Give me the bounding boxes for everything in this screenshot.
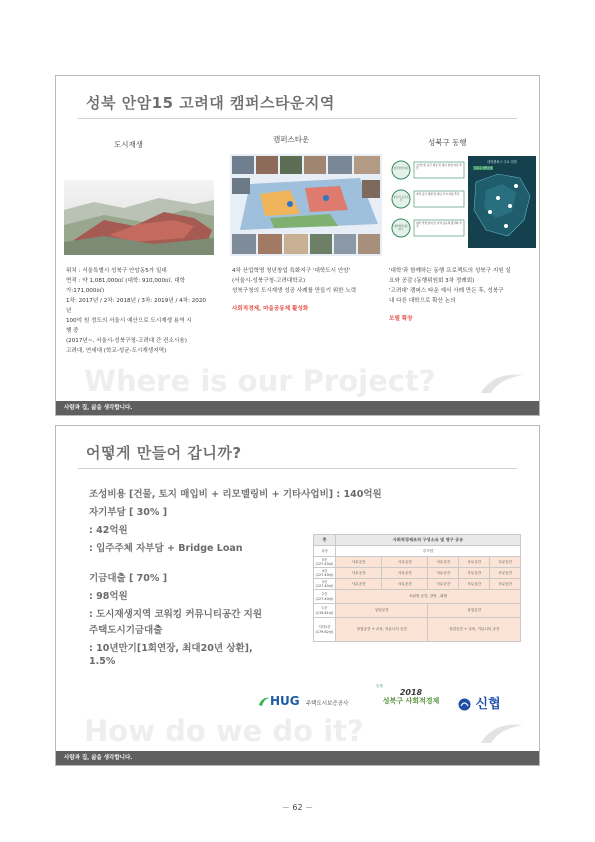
floor-area: (127.40㎡) — [315, 573, 334, 577]
logo-year: 2018 — [399, 688, 423, 697]
self-funding-source: : 입주주체 자부담 + Bridge Loan — [89, 543, 243, 554]
text-line: 년 — [66, 308, 72, 314]
floor-label — [314, 604, 336, 618]
table-header: 층 — [314, 535, 336, 546]
table-row — [314, 579, 521, 590]
slide-title: 성북 안암15 고려대 캠퍼스타운지역 — [86, 94, 335, 112]
floor-use: 상업공간 — [428, 604, 521, 618]
title-rule — [78, 118, 517, 119]
floor-area: (127.40㎡) — [315, 584, 334, 588]
text-line: 100억 원 정도의 서울시 예산으로 도시재생 용역 시 — [66, 318, 192, 324]
room-cell: 사무공간 — [428, 568, 459, 579]
footer-bar: 사람과 집, 삶을 생각합니다. — [56, 401, 539, 415]
room-cell: 사무공간 — [490, 557, 521, 568]
room-cell: 사무공간 — [382, 557, 428, 568]
floor-name: 지하1층 — [318, 625, 331, 630]
page-number: － 62 － — [281, 803, 314, 812]
cost-summary: 조성비용 [건물, 토지 매입비 + 리모델링비 + 기타사업비] : 140억원 — [89, 489, 382, 500]
floor-label — [314, 579, 336, 590]
floor-use: 상업공간 + 교육, 커뮤니티 공간 — [428, 618, 521, 642]
floor-label — [314, 618, 336, 642]
floor-area: (127.40㎡) — [315, 596, 334, 601]
footer-bar: 사람과 집, 삶을 생각합니다. — [56, 751, 539, 765]
hug-logo-text: HUG — [270, 694, 300, 708]
campus-collage — [230, 154, 382, 256]
room-cell: 사무공간 — [490, 568, 521, 579]
table-header: 사회적경제조직 구성소유 및 영구 공유 — [336, 535, 521, 546]
spacer — [232, 296, 382, 304]
room-cell: 사무공간 — [428, 579, 459, 590]
swoosh-logo-icon — [479, 721, 525, 747]
spacer — [389, 306, 539, 314]
map-badge: 성북구 대학소개 — [474, 167, 493, 170]
slide-project-location — [55, 75, 540, 416]
hug-logo-subtext: 주택도시보증공사 — [305, 701, 349, 707]
diagram-circle-label: 대학협력네트워크 — [393, 225, 409, 231]
aerial-photo — [64, 180, 214, 255]
hug-swoosh-icon — [258, 696, 270, 708]
floor-label — [314, 557, 336, 568]
room-cell: 사무공간 — [336, 568, 382, 579]
shinhyup-emblem-icon — [458, 698, 471, 711]
diagram-circle-label: 청년창업지원 — [393, 167, 409, 170]
table-row — [314, 557, 521, 568]
floor-use: 코워킹 공간, 강당 , 회합 — [336, 590, 521, 604]
room-cell: 사무공간 — [336, 579, 382, 590]
room-cell: 사무공간 — [459, 579, 490, 590]
column2-text — [232, 266, 382, 314]
text-line: 내 다른 대학으로 확산 논의 — [389, 298, 456, 304]
floor-label — [314, 568, 336, 579]
floor-name: 2층 — [321, 592, 328, 597]
fund-loan-program-cont: 주택도시기금대출 — [89, 625, 163, 636]
seongbuk-2018-logo — [376, 684, 446, 720]
shinhyup-logo — [458, 693, 501, 712]
slide-financing — [55, 425, 540, 766]
text-line: 1차: 2017년 / 2차: 2018년 / 3차: 2019년 / 4차: 2020 — [66, 298, 206, 304]
text-line: 고려대, 연세대 (학교-성균-도시재생지역) — [66, 348, 167, 354]
text-line: 요와 공감 (동행위원회 3차 정례회) — [389, 278, 475, 284]
hug-logo — [258, 694, 348, 708]
text-line: 가:171,000㎡) — [66, 288, 105, 294]
column3-text — [389, 266, 539, 324]
diagram-circle-label: 창조적 공간조성 — [393, 196, 409, 202]
text-line: 면적 : 약 1,081,000㎡ (대학: 910,000㎡, 대학 — [66, 278, 186, 284]
room-cell: 사무공간 — [490, 579, 521, 590]
self-funding-amount: : 42억원 — [89, 525, 128, 536]
policy-diagram — [390, 154, 466, 247]
fund-loan-rate: 1.5% — [89, 656, 116, 667]
room-cell: 사무공간 — [459, 568, 490, 579]
highlight-text: 사회적경제, 마을공동체 활성화 — [232, 306, 309, 312]
column-head-campus-town: 캠퍼스타운 — [273, 135, 310, 144]
watermark: Where is our Project? — [84, 364, 436, 398]
floor-name: 1층 — [321, 606, 328, 611]
column1-text — [66, 266, 221, 356]
fund-loan-amount: : 98억원 — [89, 591, 128, 602]
floor-label: 옥상 — [314, 546, 336, 557]
text-line: '고려대' 캠퍼스 타운 예서 사례 만든 후, 성북구 — [389, 288, 504, 294]
room-cell: 사무공간 — [382, 568, 428, 579]
room-cell: 사무공간 — [382, 579, 428, 590]
text-line: '대학'과 함께하는 동행 프로젝트의 성북구 지원 실 — [389, 268, 511, 274]
text-line: 4차 산업혁명 청년창업 특화지구 '대학도시 안암' — [232, 268, 351, 274]
column-head-seongbuk-together: 성북구 동행 — [428, 138, 467, 147]
floor-name: 3층 — [321, 579, 328, 584]
column-head-urban-regeneration: 도시재생 — [114, 140, 143, 149]
fund-loan-program: : 도시재생지역 코워킹 커뮤니티공간 지원 — [89, 609, 263, 620]
table-row — [314, 618, 521, 642]
text-line: 행 중 — [66, 328, 79, 334]
logo-text: 성북구 사회적경제 — [382, 697, 440, 705]
floor-use: 루프탑 — [336, 546, 521, 557]
self-funding-heading: 자기부담 [ 30% ] — [89, 507, 168, 518]
diagram-box-text: 지역 공간 재생 및 청년 주거 지원 추진 — [416, 193, 460, 196]
district-map — [468, 156, 536, 248]
diagram-box-text: 스타트업 공간 제공 및 청년 창업 지원 추진 — [416, 164, 462, 171]
table-row — [314, 604, 521, 618]
text-line: (2017년~, 서울시-성북구청-고려대 간 컨소시움) — [66, 338, 187, 344]
highlight-text: 모델 확장 — [389, 316, 413, 322]
table-row — [314, 590, 521, 604]
building-floor-table — [313, 534, 521, 642]
floor-area: (127.40㎡) — [315, 562, 334, 566]
room-cell: 사무공간 — [459, 557, 490, 568]
title-rule — [78, 468, 517, 469]
floor-name: 5층 — [321, 557, 328, 562]
fund-loan-heading: 기금대출 [ 70% ] — [89, 573, 168, 584]
text-line: (서울시-성북구청-고려대학교) — [232, 278, 306, 284]
floor-use: 상업공간 + 교육, 커뮤니티 공간 — [336, 618, 428, 642]
floor-label — [314, 590, 336, 604]
swoosh-logo-icon — [479, 371, 525, 397]
diagram-box-text: 대학 학생 참여 및 지역 공동체 활성화 추진 — [416, 222, 462, 229]
logo-small-text: 동행 — [376, 684, 383, 688]
fund-loan-terms: : 10년만기[1회연장, 최대20년 상환], — [89, 643, 253, 654]
table-row — [314, 568, 521, 579]
floor-area: (119.61㎡) — [315, 610, 334, 615]
text-line: 성북구청의 도시재생 성공 사례를 만들기 위한 노력 — [232, 288, 357, 294]
room-cell: 사무공간 — [428, 557, 459, 568]
room-cell: 사무공간 — [336, 557, 382, 568]
text-line: 위치 : 서울특별시 성북구 안암동5가 일대 — [66, 268, 167, 274]
shinhyup-logo-text: 신협 — [475, 697, 501, 712]
map-title: 대학캠퍼스 주요 현장 — [487, 160, 517, 164]
floor-area: (179.62㎡) — [315, 629, 334, 634]
floor-use: 상업공간 — [336, 604, 428, 618]
slide-title: 어떻게 만들어 갑니까? — [86, 444, 242, 462]
floor-name: 4층 — [321, 568, 328, 573]
watermark: How do we do it? — [84, 714, 364, 748]
